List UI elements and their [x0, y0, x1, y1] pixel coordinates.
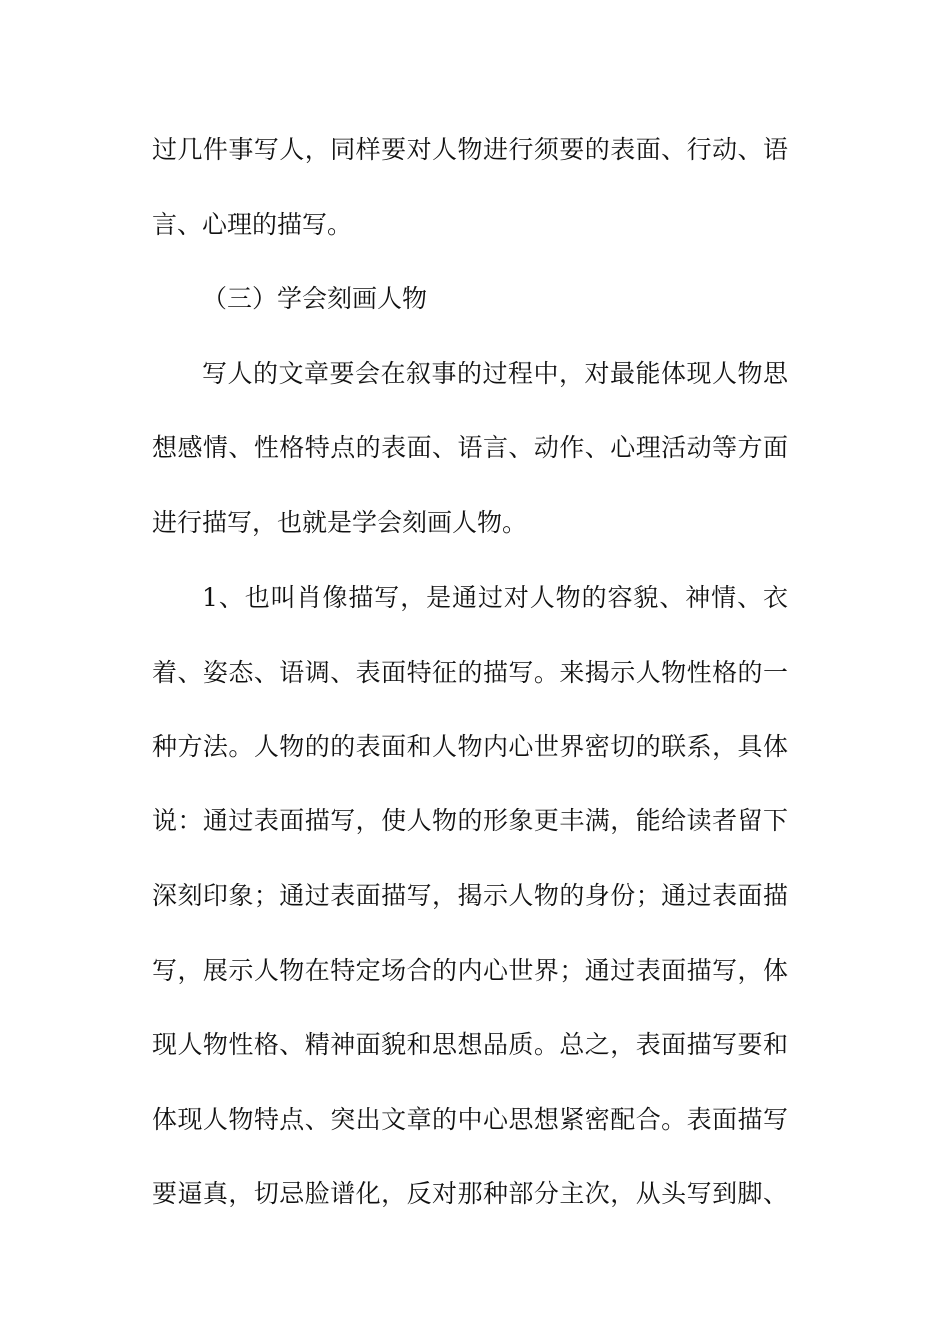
text-line-10: 说：通过表面描写，使人物的形象更丰满，能给读者留下: [152, 806, 788, 835]
text-line-14: 体现人物特点、突出文章的中心思想紧密配合。表面描写: [152, 1105, 788, 1134]
text-line-2: 言、心理的描写。: [152, 210, 353, 239]
text-line-13: 现人物性格、精神面貌和思想品质。总之，表面描写要和: [152, 1030, 788, 1059]
text-line-4: 写人的文章要会在叙事的过程中，对最能体现人物思: [202, 359, 788, 388]
text-line-12: 写，展示人物在特定场合的内心世界；通过表面描写，体: [152, 956, 788, 985]
text-line-15: 要逼真，切忌脸谱化，反对那种部分主次，从头写到脚、: [152, 1179, 788, 1208]
section-heading: （三）学会刻画人物: [202, 284, 428, 313]
text-line-1: 过几件事写人，同样要对人物进行须要的表面、行动、语: [152, 135, 788, 164]
text-line-6: 进行描写，也就是学会刻画人物。: [152, 508, 528, 537]
text-line-9: 种方法。人物的的表面和人物内心世界密切的联系，具体: [152, 732, 788, 761]
text-line-5: 想感情、性格特点的表面、语言、动作、心理活动等方面: [152, 433, 788, 462]
text-line-8: 着、姿态、语调、表面特征的描写。来揭示人物性格的一: [152, 658, 788, 687]
text-line-7: 1、也叫肖像描写，是通过对人物的容貌、神情、衣: [202, 583, 788, 612]
text-line-11: 深刻印象；通过表面描写，揭示人物的身份；通过表面描: [152, 881, 788, 910]
